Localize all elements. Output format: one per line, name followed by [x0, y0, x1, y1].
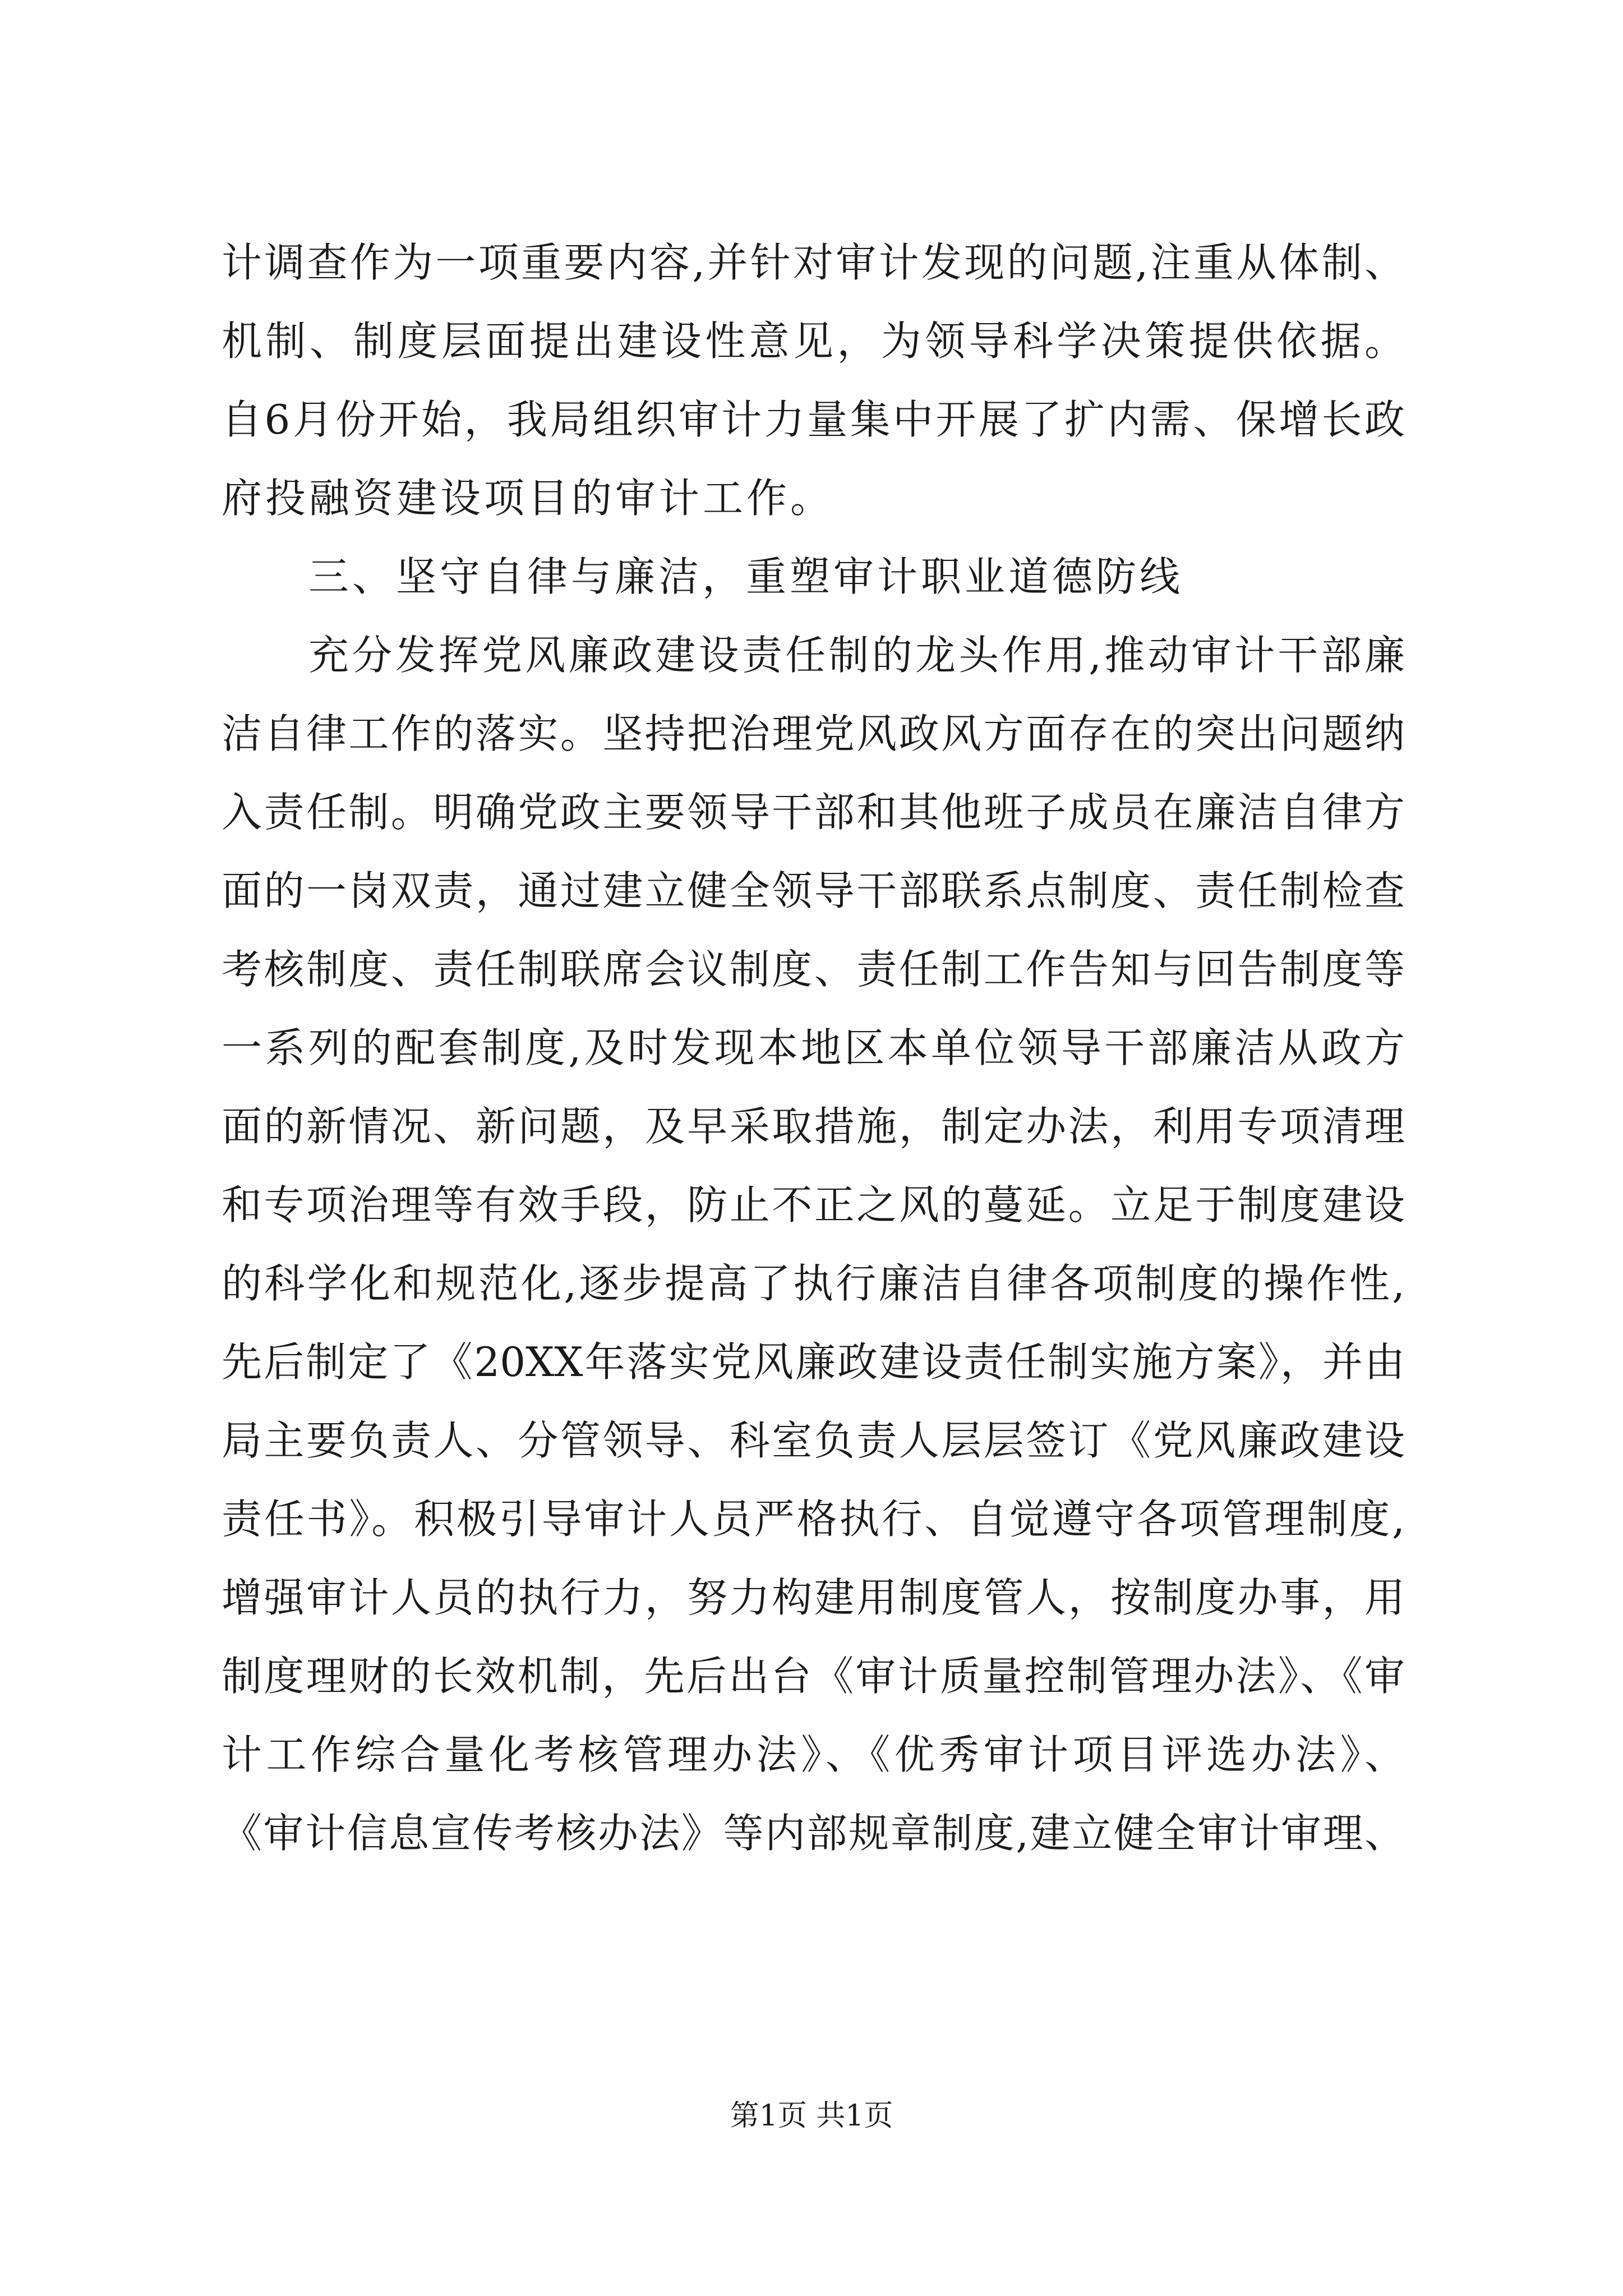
body-line-8: 入责任制。明确党政主要领导干部和其他班子成员在廉洁自律方 — [222, 789, 1405, 836]
body-line-4: 府投融资建设项目的审计工作。 — [222, 475, 834, 522]
body-line-1: 计调查作为一项重要内容,并针对审计发现的问题,注重从体制、 — [222, 239, 1405, 286]
body-line-3: 自6月份开始，我局组织审计力量集中开展了扩内需、保增长政 — [222, 396, 1405, 443]
body-line-15: 先后制定了《20XX年落实党风廉政建设责任制实施方案》，并由 — [222, 1338, 1405, 1386]
section-heading: 三、坚守自律与廉洁，重塑审计职业道德防线 — [308, 553, 1184, 600]
body-line-13: 和专项治理等有效手段，防止不正之风的蔓延。立足于制度建设 — [222, 1181, 1405, 1228]
body-line-10: 考核制度、责任制联席会议制度、责任制工作告知与回告制度等 — [222, 946, 1405, 993]
body-line-21: 《审计信息宣传考核办法》等内部规章制度,建立健全审计审理、 — [222, 1810, 1405, 1857]
body-line-20: 计工作综合量化考核管理办法》、《优秀审计项目评选办法》、 — [222, 1731, 1405, 1778]
body-line-12: 面的新情况、新问题，及早采取措施，制定办法，利用专项清理 — [222, 1103, 1405, 1150]
body-line-2: 机制、制度层面提出建设性意见，为领导科学决策提供依据。 — [222, 318, 1405, 365]
body-line-7: 洁自律工作的落实。坚持把治理党风政风方面存在的突出问题纳 — [222, 710, 1405, 757]
body-line-9: 面的一岗双责，通过建立健全领导干部联系点制度、责任制检查 — [222, 867, 1405, 914]
body-line-14: 的科学化和规范化,逐步提高了执行廉洁自律各项制度的操作性, — [222, 1260, 1405, 1307]
body-line-16: 局主要负责人、分管领导、科室负责人层层签订《党风廉政建设 — [222, 1417, 1405, 1464]
body-line-11: 一系列的配套制度,及时发现本地区本单位领导干部廉洁从政方 — [222, 1024, 1405, 1071]
paragraph-first-line: 充分发挥党风廉政建设责任制的龙头作用,推动审计干部廉 — [308, 632, 1405, 679]
body-line-19: 制度理财的长效机制，先后出台《审计质量控制管理办法》、《审 — [222, 1653, 1405, 1700]
body-line-17: 责任书》。积极引导审计人员严格执行、自觉遵守各项管理制度, — [222, 1496, 1405, 1543]
page-footer: 第1页 共1页 — [730, 2099, 893, 2133]
body-line-18: 增强审计人员的执行力，努力构建用制度管人，按制度办事，用 — [222, 1574, 1405, 1621]
